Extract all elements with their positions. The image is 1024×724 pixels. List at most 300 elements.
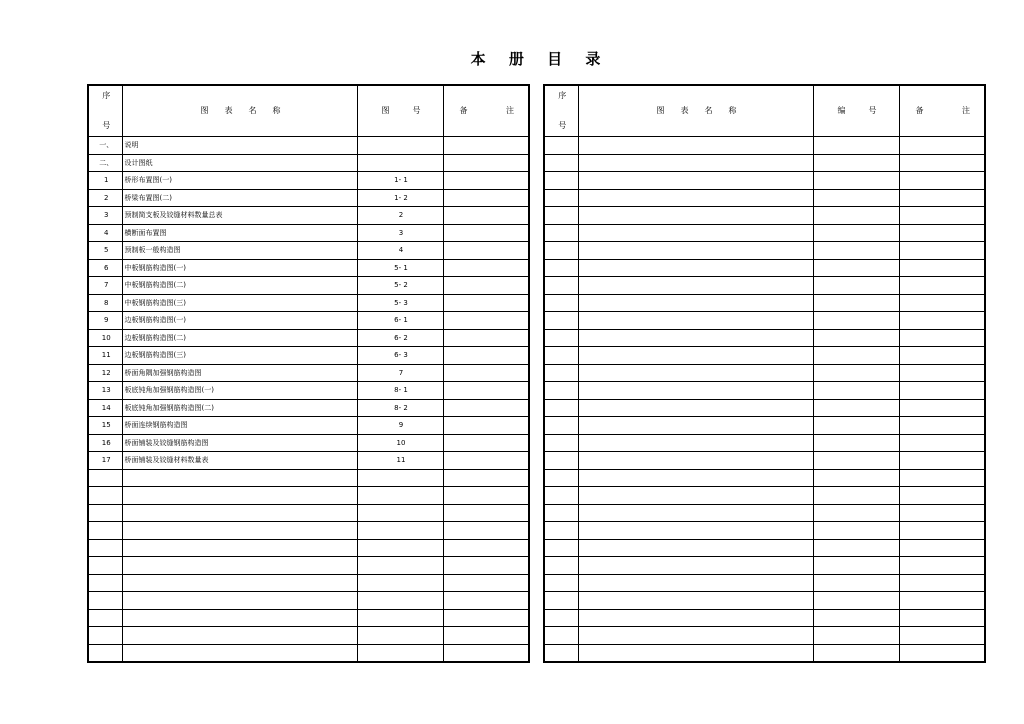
row-note [899, 154, 985, 172]
row-name [578, 277, 813, 295]
row-fig-no [813, 469, 899, 487]
row-name: 桥形布置图(一) [122, 172, 357, 190]
row-fig-no: 3 [357, 224, 443, 242]
row-note [443, 557, 529, 575]
row-no [544, 557, 578, 575]
table-row [544, 347, 985, 365]
row-note [443, 504, 529, 522]
row-no: 4 [88, 224, 122, 242]
row-note [899, 364, 985, 382]
row-fig-no [813, 627, 899, 645]
row-no [544, 189, 578, 207]
row-name: 桥面连续钢筋构造图 [122, 417, 357, 435]
row-note [443, 417, 529, 435]
table-row [544, 469, 985, 487]
header-name: 图 表 名 称 [122, 85, 357, 137]
row-note [899, 277, 985, 295]
row-name [578, 487, 813, 505]
row-note [443, 154, 529, 172]
row-fig-no [813, 539, 899, 557]
row-fig-no [813, 417, 899, 435]
row-name [122, 609, 357, 627]
row-fig-no [813, 189, 899, 207]
row-no [88, 592, 122, 610]
row-note [443, 487, 529, 505]
row-note [443, 574, 529, 592]
table-row [88, 382, 529, 400]
table-row [544, 504, 985, 522]
row-no [88, 609, 122, 627]
row-name [578, 154, 813, 172]
row-no [88, 644, 122, 662]
row-note [443, 644, 529, 662]
table-row [88, 522, 529, 540]
row-fig-no: 8- 2 [357, 399, 443, 417]
row-note [899, 469, 985, 487]
row-note [899, 242, 985, 260]
row-fig-no [813, 259, 899, 277]
table-row [544, 452, 985, 470]
row-fig-no [813, 382, 899, 400]
table-row [544, 259, 985, 277]
row-fig-no [813, 172, 899, 190]
row-note [899, 189, 985, 207]
row-fig-no: 6- 1 [357, 312, 443, 330]
row-no: 一、 [88, 137, 122, 155]
row-name [578, 452, 813, 470]
row-fig-no [813, 592, 899, 610]
table-row [88, 189, 529, 207]
row-fig-no: 1- 2 [357, 189, 443, 207]
row-fig-no [813, 644, 899, 662]
row-fig-no [357, 487, 443, 505]
row-fig-no [813, 487, 899, 505]
row-no: 5 [88, 242, 122, 260]
row-name [122, 592, 357, 610]
row-name [122, 487, 357, 505]
table-row [544, 207, 985, 225]
row-name: 中板钢筋构造图(一) [122, 259, 357, 277]
row-fig-no [813, 609, 899, 627]
row-note [443, 539, 529, 557]
row-fig-no [813, 452, 899, 470]
row-fig-no: 2 [357, 207, 443, 225]
row-name: 中板钢筋构造图(二) [122, 277, 357, 295]
row-no: 1 [88, 172, 122, 190]
row-note [443, 259, 529, 277]
row-no: 13 [88, 382, 122, 400]
left-table-header [88, 85, 529, 137]
row-name [578, 294, 813, 312]
row-name [578, 504, 813, 522]
row-no [544, 154, 578, 172]
row-name [578, 224, 813, 242]
row-name: 边板钢筋构造图(一) [122, 312, 357, 330]
row-name: 预制板一般构造图 [122, 242, 357, 260]
row-name: 横断面布置图 [122, 224, 357, 242]
header-no: 序 号 [88, 85, 122, 137]
row-note [899, 294, 985, 312]
row-no [544, 399, 578, 417]
row-name [578, 644, 813, 662]
row-fig-no [357, 137, 443, 155]
row-name: 板底钝角加强钢筋构造图(二) [122, 399, 357, 417]
header-fig: 编 号 [813, 85, 899, 137]
table-row [88, 364, 529, 382]
row-no [544, 312, 578, 330]
row-fig-no: 6- 2 [357, 329, 443, 347]
row-no: 10 [88, 329, 122, 347]
row-note [443, 137, 529, 155]
row-no [544, 242, 578, 260]
row-note [443, 207, 529, 225]
row-fig-no [813, 242, 899, 260]
row-no [544, 224, 578, 242]
row-fig-no [357, 469, 443, 487]
row-name [578, 347, 813, 365]
row-name [578, 364, 813, 382]
table-row [88, 452, 529, 470]
table-row [88, 574, 529, 592]
row-name [578, 137, 813, 155]
table-row [544, 609, 985, 627]
table-row [544, 364, 985, 382]
table-row [88, 609, 529, 627]
row-name [578, 207, 813, 225]
row-fig-no: 8- 1 [357, 382, 443, 400]
table-row [88, 487, 529, 505]
table-row [88, 172, 529, 190]
table-row [88, 312, 529, 330]
table-row [544, 644, 985, 662]
row-fig-no [357, 539, 443, 557]
row-no: 11 [88, 347, 122, 365]
row-fig-no [357, 504, 443, 522]
row-note [899, 434, 985, 452]
row-fig-no [357, 592, 443, 610]
row-note [443, 452, 529, 470]
row-fig-no [813, 364, 899, 382]
row-name: 预制简支板及铰缝材料数量总表 [122, 207, 357, 225]
row-fig-no: 5- 2 [357, 277, 443, 295]
table-row [544, 522, 985, 540]
row-note [899, 207, 985, 225]
row-fig-no [813, 347, 899, 365]
row-fig-no [813, 294, 899, 312]
row-fig-no: 5- 1 [357, 259, 443, 277]
row-note [899, 557, 985, 575]
row-no [544, 259, 578, 277]
row-note [443, 382, 529, 400]
row-no [544, 504, 578, 522]
row-note [899, 172, 985, 190]
row-fig-no [813, 329, 899, 347]
row-no [544, 644, 578, 662]
table-row [88, 329, 529, 347]
row-note [899, 539, 985, 557]
row-fig-no: 7 [357, 364, 443, 382]
table-row [544, 137, 985, 155]
row-no: 二、 [88, 154, 122, 172]
row-fig-no: 1- 1 [357, 172, 443, 190]
table-row [544, 277, 985, 295]
row-no: 7 [88, 277, 122, 295]
table-row [88, 557, 529, 575]
row-note [443, 242, 529, 260]
row-fig-no [813, 137, 899, 155]
row-fig-no [357, 644, 443, 662]
row-name: 中板钢筋构造图(三) [122, 294, 357, 312]
table-row [544, 627, 985, 645]
row-note [443, 294, 529, 312]
row-name [122, 627, 357, 645]
left-index-table [87, 84, 530, 663]
row-note [899, 644, 985, 662]
row-name: 边板钢筋构造图(二) [122, 329, 357, 347]
table-row [544, 539, 985, 557]
row-name [122, 644, 357, 662]
row-no [544, 417, 578, 435]
table-row [88, 399, 529, 417]
row-name [578, 434, 813, 452]
row-name [122, 574, 357, 592]
row-fig-no [813, 277, 899, 295]
row-note [443, 364, 529, 382]
row-no: 15 [88, 417, 122, 435]
row-note [899, 627, 985, 645]
row-no [544, 539, 578, 557]
row-name [578, 172, 813, 190]
table-row [88, 259, 529, 277]
row-fig-no [357, 574, 443, 592]
row-note [899, 312, 985, 330]
table-row [88, 539, 529, 557]
table-row [544, 172, 985, 190]
header-no: 序 号 [544, 85, 578, 137]
row-no [544, 574, 578, 592]
row-no: 8 [88, 294, 122, 312]
row-note [899, 224, 985, 242]
row-note [443, 522, 529, 540]
row-no: 2 [88, 189, 122, 207]
row-fig-no [357, 522, 443, 540]
row-note [443, 329, 529, 347]
row-note [443, 399, 529, 417]
row-name [578, 259, 813, 277]
row-fig-no [813, 574, 899, 592]
table-row [544, 294, 985, 312]
table-row [544, 242, 985, 260]
table-row [88, 469, 529, 487]
row-no [544, 277, 578, 295]
row-fig-no [813, 224, 899, 242]
row-name [122, 557, 357, 575]
row-no [544, 347, 578, 365]
table-row [544, 154, 985, 172]
row-name [578, 574, 813, 592]
row-fig-no [357, 627, 443, 645]
row-name [578, 609, 813, 627]
row-note [899, 259, 985, 277]
row-no [544, 434, 578, 452]
row-fig-no [813, 504, 899, 522]
row-note [443, 347, 529, 365]
row-name [122, 504, 357, 522]
table-row [88, 154, 529, 172]
row-name [578, 557, 813, 575]
row-no: 6 [88, 259, 122, 277]
row-no [544, 487, 578, 505]
right-table-header [544, 85, 985, 137]
row-note [899, 592, 985, 610]
row-name: 桥梁布置图(二) [122, 189, 357, 207]
table-row [544, 312, 985, 330]
table-row [88, 627, 529, 645]
header-note: 备 注 [443, 85, 529, 137]
row-fig-no: 6- 3 [357, 347, 443, 365]
row-name [578, 469, 813, 487]
table-row [88, 417, 529, 435]
table-row [88, 137, 529, 155]
row-name: 边板钢筋构造图(三) [122, 347, 357, 365]
row-fig-no [357, 154, 443, 172]
row-no [544, 172, 578, 190]
row-no [544, 627, 578, 645]
row-name [122, 522, 357, 540]
row-note [443, 172, 529, 190]
table-row [544, 487, 985, 505]
row-note [899, 504, 985, 522]
table-row [88, 592, 529, 610]
row-no [88, 627, 122, 645]
row-name [578, 382, 813, 400]
row-name [578, 189, 813, 207]
row-no [544, 592, 578, 610]
table-row [88, 242, 529, 260]
row-no [88, 522, 122, 540]
row-name [578, 242, 813, 260]
row-note [443, 312, 529, 330]
row-fig-no [813, 522, 899, 540]
row-name [578, 417, 813, 435]
row-name [578, 329, 813, 347]
header-name: 图 表 名 称 [578, 85, 813, 137]
row-fig-no: 4 [357, 242, 443, 260]
row-note [443, 189, 529, 207]
table-row [88, 277, 529, 295]
row-name: 桥面铺装及铰缝钢筋构造图 [122, 434, 357, 452]
row-fig-no: 5- 3 [357, 294, 443, 312]
table-row [88, 504, 529, 522]
table-row [544, 224, 985, 242]
row-fig-no [813, 399, 899, 417]
row-fig-no [357, 609, 443, 627]
row-note [899, 487, 985, 505]
row-no: 14 [88, 399, 122, 417]
table-row [88, 434, 529, 452]
row-no [544, 522, 578, 540]
table-row [544, 434, 985, 452]
row-no [544, 609, 578, 627]
row-name [578, 592, 813, 610]
table-row [544, 557, 985, 575]
row-fig-no [813, 207, 899, 225]
row-no [544, 382, 578, 400]
table-row [544, 329, 985, 347]
row-note [899, 452, 985, 470]
row-note [443, 277, 529, 295]
table-row [544, 574, 985, 592]
row-name [578, 539, 813, 557]
row-no [544, 469, 578, 487]
row-no [88, 469, 122, 487]
row-name [578, 522, 813, 540]
table-row [544, 382, 985, 400]
row-no [544, 294, 578, 312]
row-name [578, 399, 813, 417]
row-no [88, 487, 122, 505]
header-note: 备 注 [899, 85, 985, 137]
table-row [88, 207, 529, 225]
row-no: 17 [88, 452, 122, 470]
row-note [899, 329, 985, 347]
table-row [88, 644, 529, 662]
row-note [443, 592, 529, 610]
header-fig: 图 号 [357, 85, 443, 137]
row-no [544, 329, 578, 347]
row-fig-no: 11 [357, 452, 443, 470]
table-row [544, 592, 985, 610]
row-note [899, 609, 985, 627]
row-name: 桥面角隅加强钢筋构造图 [122, 364, 357, 382]
row-no [88, 574, 122, 592]
row-no [88, 539, 122, 557]
page-title: 本 册 目 录 [470, 50, 610, 68]
table-row [544, 417, 985, 435]
row-note [899, 574, 985, 592]
row-name: 设计图纸 [122, 154, 357, 172]
row-no: 12 [88, 364, 122, 382]
row-fig-no [357, 557, 443, 575]
table-row [88, 224, 529, 242]
right-index-table [543, 84, 986, 663]
row-note [899, 399, 985, 417]
row-no [544, 452, 578, 470]
row-no: 3 [88, 207, 122, 225]
row-note [443, 469, 529, 487]
row-no: 9 [88, 312, 122, 330]
row-no [544, 207, 578, 225]
table-row [88, 294, 529, 312]
row-no [88, 504, 122, 522]
row-note [899, 522, 985, 540]
row-fig-no [813, 557, 899, 575]
table-row [544, 399, 985, 417]
row-fig-no [813, 434, 899, 452]
row-note [899, 382, 985, 400]
row-name [122, 539, 357, 557]
row-name [578, 312, 813, 330]
row-note [899, 347, 985, 365]
row-fig-no [813, 154, 899, 172]
row-note [443, 224, 529, 242]
row-fig-no: 9 [357, 417, 443, 435]
row-name: 说明 [122, 137, 357, 155]
table-row [88, 347, 529, 365]
row-note [443, 627, 529, 645]
row-name: 板底钝角加强钢筋构造图(一) [122, 382, 357, 400]
row-fig-no [813, 312, 899, 330]
